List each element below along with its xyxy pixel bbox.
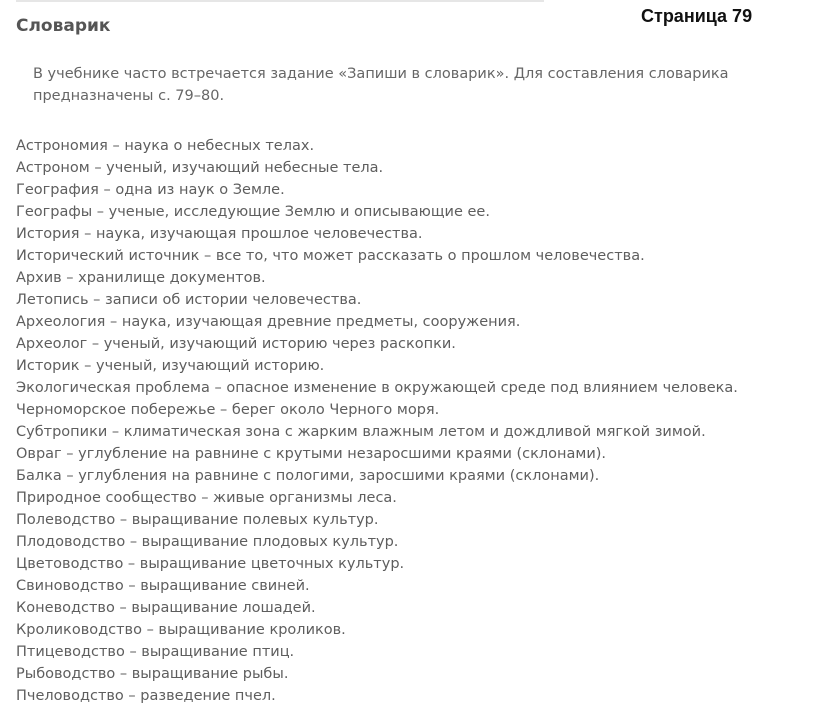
glossary-entry: Астрономия – наука о небесных телах. [16,138,315,154]
glossary-entry: Археолог – ученый, изучающий историю через раскопки. [16,336,456,352]
glossary-entry: Рыбоводство – выращивание рыбы. [16,666,289,682]
glossary-entry: Летопись – записи об истории человечества. [16,292,362,308]
glossary-entry: Исторический источник – все то, что может рассказать о прошлом человечества. [16,248,645,264]
glossary-entry: Цветоводство – выращивание цветочных культур. [16,556,405,572]
glossary-entry: Природное сообщество – живые организмы леса. [16,490,397,506]
glossary-entry: Кролиководство – выращивание кроликов. [16,622,346,638]
glossary-entry: Экологическая проблема – опасное изменение в окружающей среде под влиянием человека. [16,380,738,396]
glossary-entry: Пчеловодство – разведение пчел. [16,688,276,704]
glossary-entry: Овраг – углубление на равнине с крутыми незаросшими краями (склонами). [16,446,607,462]
glossary-entry: Археология – наука, изучающая древние предметы, сооружения. [16,314,521,330]
glossary-entry: Коневодство – выращивание лошадей. [16,600,316,616]
section-title: Словарик [16,16,111,36]
glossary-entry: Субтропики – климатическая зона с жарким влажным летом и дождливой мягкой зимой. [16,424,706,440]
glossary-entry: Свиноводство – выращивание свиней. [16,578,310,594]
intro-paragraph: В учебнике часто встречается задание «Запиши в словарик». Для составления словарика предназначены с. 79–80. [33,66,729,104]
glossary-entry: Географы – ученые, исследующие Землю и описывающие ее. [16,204,490,220]
glossary-entry: Плодоводство – выращивание плодовых культур. [16,534,399,550]
glossary-entry: География – одна из наук о Земле. [16,182,285,198]
glossary-entry: Астроном – ученый, изучающий небесные тела. [16,160,384,176]
glossary-entry: Историк – ученый, изучающий историю. [16,358,325,374]
glossary-entry: Птицеводство – выращивание птиц. [16,644,295,660]
glossary-entry: История – наука, изучающая прошлое человечества. [16,226,423,242]
glossary-list [16,135,806,707]
glossary-entry: Балка – углубления на равнине с пологими, заросшими краями (склонами). [16,468,600,484]
page-number: Страница 79 [641,6,753,26]
glossary-entry: Полеводство – выращивание полевых культур. [16,512,379,528]
glossary-entry: Архив – хранилище документов. [16,270,266,286]
top-divider [16,0,544,2]
glossary-entry: Черноморское побережье – берег около Черного моря. [16,402,440,418]
